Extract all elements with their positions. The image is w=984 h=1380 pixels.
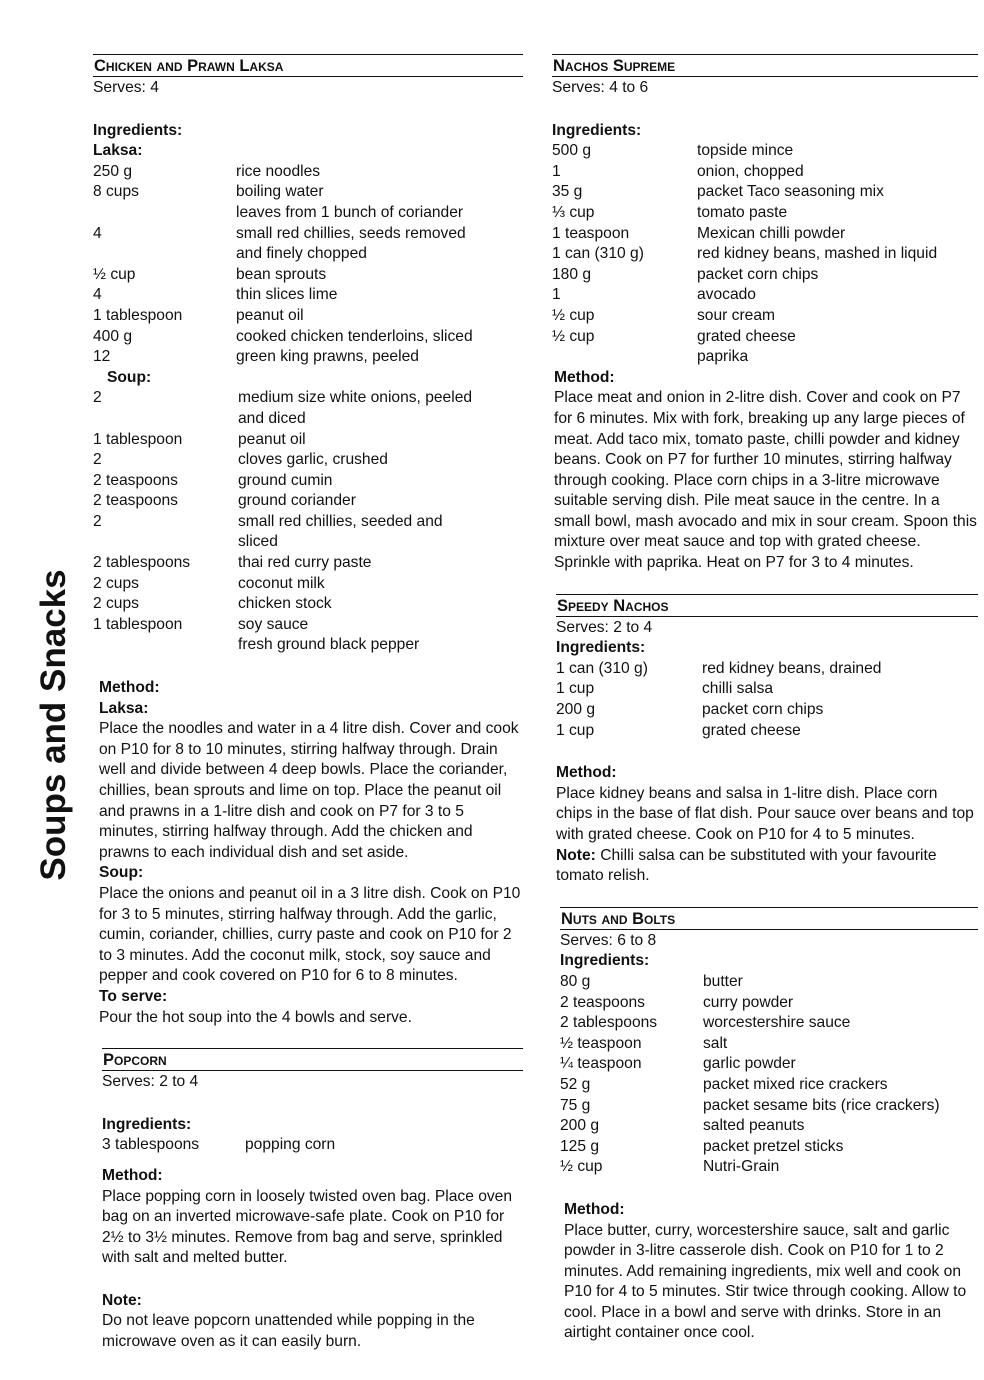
ingredients-heading: Ingredients: (552, 121, 642, 139)
ingredients-heading: Ingredients: (93, 121, 183, 139)
ingredient-item: popping corn (245, 1136, 336, 1154)
ingredient-item: thin slices lime (236, 286, 338, 304)
ingredient-item: peanut oil (236, 306, 304, 324)
ingredient-quantity: 2 teaspoons (93, 492, 178, 510)
ingredient-item: paprika (697, 348, 749, 366)
ingredient-item: thai red curry paste (238, 554, 372, 572)
ingredient-item: Nutri-Grain (703, 1158, 780, 1176)
ingredient-row (93, 224, 523, 245)
ingredient-quantity: ½ cup (560, 1158, 603, 1176)
ingredient-item: packet corn chips (702, 701, 824, 719)
ingredient-item: fresh ground black pepper (238, 636, 420, 654)
method-heading: Method: (554, 368, 615, 386)
recipe-nuts-and-bolts (552, 907, 978, 1344)
ingredient-row (560, 1013, 978, 1034)
ingredient-row (93, 162, 523, 183)
ingredient-quantity: ⅓ cup (552, 203, 595, 221)
ingredient-row (552, 285, 978, 306)
ingredient-item: topside mince (697, 142, 794, 160)
ingredient-row (560, 1034, 978, 1055)
ingredients-heading: Ingredients: (556, 639, 646, 657)
ingredient-item: packet Taco seasoning mix (697, 183, 884, 201)
ingredient-quantity (552, 347, 697, 368)
ingredient-quantity: 180 g (552, 265, 592, 283)
ingredient-quantity: 4 (93, 224, 102, 242)
ingredient-quantity: ½ cup (552, 327, 595, 345)
ingredient-quantity: 3 tablespoons (102, 1136, 200, 1154)
ingredient-quantity: 200 g (556, 701, 596, 719)
ingredient-quantity: 1 (552, 286, 561, 304)
ingredient-quantity: 200 g (560, 1117, 600, 1135)
recipe-nachos-supreme (552, 54, 978, 574)
recipe-title: Nuts and Bolts (560, 907, 978, 930)
ingredient-row (93, 430, 523, 451)
ingredient-item: bean sprouts (236, 265, 327, 283)
to-serve-heading: To serve: (99, 987, 168, 1005)
note-text: Chilli salsa can be substituted with your favourite tomato relish. (556, 846, 937, 885)
ingredient-item: peanut oil (238, 430, 306, 448)
ingredient-item: tomato paste (697, 203, 788, 221)
ingredient-item: packet mixed rice crackers (703, 1075, 888, 1093)
ingredient-quantity: 2 teaspoons (560, 993, 645, 1011)
ingredient-row (93, 388, 523, 409)
ingredient-quantity: 1 tablespoon (93, 615, 183, 633)
ingredient-item: small red chillies, seeds removed (236, 224, 466, 242)
note-text: Do not leave popcorn unattended while popping in the microwave oven as it can easily burn. (102, 1312, 475, 1351)
ingredient-row (93, 182, 523, 203)
ingredient-quantity: ½ cup (93, 265, 136, 283)
method-laksa-text: Place the noodles and water in a 4 litre dish. Cover and cook on P10 for 8 to 10 minutes, stirring halfway through. Drain well and divide between 4 deep bowls. Place the coriander, chillies, bean sprouts and lime on top. Place the peanut oil and prawns in a 1-litre dish and cook on P7 for 3 to 5 minutes, stirring halfway through. Add the chicken and prawns to each individual dish and set aside. (99, 720, 519, 861)
method-text: Place popping corn in loosely twisted oven bag. Place oven bag on an inverted microwave-safe plate. Cook on P10 for 2½ to 3½ minutes. Remove from bag and serve, sprinkled with salt and melted butter. (102, 1187, 513, 1267)
left-column (93, 54, 523, 1353)
ingredient-row (93, 409, 523, 430)
ingredient-quantity: ½ teaspoon (560, 1034, 642, 1052)
ingredient-quantity: 1 cup (556, 680, 595, 698)
ingredient-item: leaves from 1 bunch of coriander (236, 203, 464, 221)
ingredient-quantity: 2 tablespoons (560, 1014, 658, 1032)
ingredient-item: Mexican chilli powder (697, 224, 846, 242)
ingredient-item: medium size white onions, peeled (238, 389, 473, 407)
ingredient-quantity: 1 can (310 g) (552, 245, 644, 263)
ingredient-row (552, 141, 978, 162)
ingredient-row (560, 1054, 978, 1075)
to-serve-text: Pour the hot soup into the 4 bowls and serve. (99, 1008, 412, 1026)
laksa-subheading: Laksa: (93, 142, 143, 160)
recipe-chicken-prawn-laksa (93, 54, 523, 1028)
nachos-supreme-ingredient-list (552, 141, 978, 368)
serves-text: Serves: 2 to 4 (102, 1073, 199, 1091)
ingredient-item: cooked chicken tenderloins, sliced (236, 327, 473, 345)
ingredient-quantity: 2 tablespoons (93, 554, 191, 572)
method-soup-text: Place the onions and peanut oil in a 3 litre dish. Cook on P10 for 3 to 5 minutes, stirring halfway through. Add the garlic, cumin, coriander, chillies, curry paste and cook on P10 for 2 to 3 minutes. Add the coconut milk, stock, soy sauce and pepper and cook covered on P10 for 6 to 8 minutes. (99, 884, 521, 985)
ingredient-row (556, 721, 978, 742)
speedy-nachos-ingredient-list (556, 659, 978, 741)
ingredient-quantity: 250 g (93, 162, 133, 180)
ingredient-quantity: 2 teaspoons (93, 471, 178, 489)
ingredient-quantity: ¼ teaspoon (560, 1055, 642, 1073)
ingredient-row (552, 182, 978, 203)
ingredient-row (560, 1116, 978, 1137)
serves-text: Serves: 2 to 4 (556, 618, 653, 636)
ingredient-item: soy sauce (238, 615, 309, 633)
ingredient-row (552, 265, 978, 286)
ingredient-row (93, 574, 523, 595)
ingredient-item: chilli salsa (702, 680, 774, 698)
note-paragraph (556, 846, 978, 887)
right-column (552, 54, 978, 1344)
ingredient-item: garlic powder (703, 1055, 796, 1073)
ingredient-row (552, 244, 978, 265)
ingredient-quantity: 8 cups (93, 183, 139, 201)
ingredient-item: rice noodles (236, 162, 321, 180)
method-heading: Method: (564, 1200, 625, 1218)
ingredient-item: salt (703, 1034, 728, 1052)
ingredient-quantity: 500 g (552, 142, 592, 160)
ingredient-quantity: 1 teaspoon (552, 224, 630, 242)
ingredient-item: avocado (697, 286, 756, 304)
ingredient-row (560, 1137, 978, 1158)
ingredient-quantity (93, 409, 238, 430)
ingredient-row (93, 285, 523, 306)
method-laksa-subheading: Laksa: (99, 699, 149, 717)
ingredient-item: ground cumin (238, 471, 333, 489)
ingredient-row (102, 1135, 523, 1156)
ingredient-quantity: ½ cup (552, 306, 595, 324)
ingredient-item: worcestershire sauce (703, 1014, 851, 1032)
ingredient-row (93, 265, 523, 286)
laksa-ingredient-list (93, 162, 523, 368)
sidebar-section-title (24, 560, 84, 890)
ingredient-quantity: 80 g (560, 972, 591, 990)
method-text: Place meat and onion in 2-litre dish. Cover and cook on P7 for 6 minutes. Mix with fork, breaking up any large pieces of meat. Add taco mix, tomato paste, chilli powder and kidney beans. Cook on P7 for further 10 minutes, stirring halfway through cooking. Place corn chips in a 3-litre microwave suitable serving dish. Pile meat sauce in the centre. In a small bowl, mash avocado and mix in sour cream. Spoon this mixture over meat sauce and top with grated cheese. Sprinkle with paprika. Heat on P7 for 3 to 4 minutes. (554, 389, 977, 572)
ingredient-item: butter (703, 972, 743, 990)
ingredient-item: curry powder (703, 993, 794, 1011)
ingredient-row (552, 347, 978, 368)
ingredient-quantity: 12 (93, 348, 111, 366)
ingredient-row (552, 162, 978, 183)
method-text: Place butter, curry, worcestershire sauce, salt and garlic powder in 3-litre casserole dish. Cook on P10 for 1 to 2 minutes. Add remaining ingredients, mix well and cook on P10 for 4 to 5 minutes. Stir twice through cooking. Allow to cool. Place in a bowl and serve with drinks. Store in an airtight container once cool. (564, 1221, 967, 1342)
ingredient-row (552, 306, 978, 327)
serves-text: Serves: 4 (93, 79, 159, 96)
ingredient-row (560, 1096, 978, 1117)
ingredient-item: grated cheese (697, 327, 796, 345)
ingredient-item: cloves garlic, crushed (238, 451, 388, 469)
method-heading: Method: (102, 1166, 163, 1184)
ingredient-item: red kidney beans, mashed in liquid (697, 245, 938, 263)
serves-text: Serves: 6 to 8 (560, 931, 657, 949)
ingredients-heading: Ingredients: (560, 952, 650, 970)
method-heading: Method: (556, 764, 617, 782)
popcorn-ingredient-list (102, 1135, 523, 1156)
recipe-title: Chicken and Prawn Laksa (93, 54, 523, 77)
ingredient-quantity: 1 tablespoon (93, 430, 183, 448)
ingredient-quantity: 35 g (552, 183, 583, 201)
ingredient-row (93, 553, 523, 574)
ingredient-row (93, 491, 523, 512)
soup-subheading: Soup: (107, 368, 152, 386)
ingredient-quantity (93, 532, 238, 553)
ingredient-item: and finely chopped (236, 245, 367, 263)
recipe-title: Speedy Nachos (556, 594, 978, 617)
ingredient-row (93, 532, 523, 553)
ingredient-item: chicken stock (238, 595, 332, 613)
ingredient-quantity: 2 (93, 389, 102, 407)
ingredient-item: boiling water (236, 183, 324, 201)
ingredient-quantity (93, 203, 236, 224)
recipe-speedy-nachos (552, 594, 978, 887)
ingredient-row (556, 679, 978, 700)
ingredient-row (93, 347, 523, 368)
recipe-popcorn (93, 1048, 523, 1353)
ingredient-item: salted peanuts (703, 1117, 805, 1135)
ingredient-item: sliced (238, 533, 278, 551)
ingredient-row (93, 594, 523, 615)
ingredient-quantity: 2 cups (93, 595, 139, 613)
ingredient-row (560, 1075, 978, 1096)
ingredient-quantity: 2 (93, 512, 102, 530)
ingredient-quantity (93, 244, 236, 265)
ingredient-item: packet sesame bits (rice crackers) (703, 1096, 940, 1114)
ingredients-heading: Ingredients: (102, 1115, 192, 1133)
ingredient-item: onion, chopped (697, 162, 804, 180)
ingredient-row (93, 635, 523, 656)
method-soup-subheading: Soup: (99, 864, 144, 882)
method-heading: Method: (99, 679, 160, 697)
ingredient-row (93, 327, 523, 348)
note-heading: Note: (102, 1291, 142, 1309)
method-text: Place kidney beans and salsa in 1-litre dish. Place corn chips in the base of flat dish. Pour sauce over beans and top with grated cheese. Cook on P10 for 4 to 5 minutes. (556, 784, 974, 843)
ingredient-item: coconut milk (238, 574, 325, 592)
ingredient-item: green king prawns, peeled (236, 348, 419, 366)
ingredient-quantity: 4 (93, 286, 102, 304)
ingredient-row (93, 244, 523, 265)
ingredient-item: packet corn chips (697, 265, 819, 283)
ingredient-quantity: 1 can (310 g) (556, 659, 648, 677)
sidebar-title-text: Soups and Snacks (34, 569, 73, 881)
ingredient-row (556, 700, 978, 721)
ingredient-quantity: 1 tablespoon (93, 306, 183, 324)
ingredient-quantity: 1 (552, 162, 561, 180)
ingredient-quantity: 52 g (560, 1075, 591, 1093)
ingredient-row (560, 1157, 978, 1178)
recipe-title: Popcorn (102, 1048, 523, 1071)
recipe-title: Nachos Supreme (552, 54, 978, 77)
serves-text: Serves: 4 to 6 (552, 79, 649, 96)
ingredient-row (93, 306, 523, 327)
ingredient-row (93, 512, 523, 533)
ingredient-row (556, 659, 978, 680)
ingredient-row (93, 450, 523, 471)
ingredient-row (552, 224, 978, 245)
ingredient-item: and diced (238, 409, 306, 427)
ingredient-item: red kidney beans, drained (702, 659, 882, 677)
ingredient-row (93, 615, 523, 636)
ingredient-row (560, 993, 978, 1014)
ingredient-quantity: 1 cup (556, 721, 595, 739)
ingredient-quantity: 2 cups (93, 574, 139, 592)
ingredient-row (93, 203, 523, 224)
ingredient-row (93, 471, 523, 492)
ingredient-row (560, 972, 978, 993)
nuts-and-bolts-ingredient-list (560, 972, 978, 1178)
ingredient-item: small red chillies, seeded and (238, 512, 443, 530)
ingredient-quantity: 400 g (93, 327, 133, 345)
ingredient-quantity: 125 g (560, 1137, 600, 1155)
ingredient-item: ground coriander (238, 492, 356, 510)
ingredient-row (552, 327, 978, 348)
ingredient-item: packet pretzel sticks (703, 1137, 844, 1155)
note-heading: Note: (556, 846, 596, 864)
ingredient-row (552, 203, 978, 224)
ingredient-item: grated cheese (702, 721, 801, 739)
ingredient-quantity: 2 (93, 451, 102, 469)
soup-ingredient-list (93, 388, 523, 656)
ingredient-quantity (93, 635, 238, 656)
ingredient-item: sour cream (697, 306, 775, 324)
ingredient-quantity: 75 g (560, 1096, 591, 1114)
